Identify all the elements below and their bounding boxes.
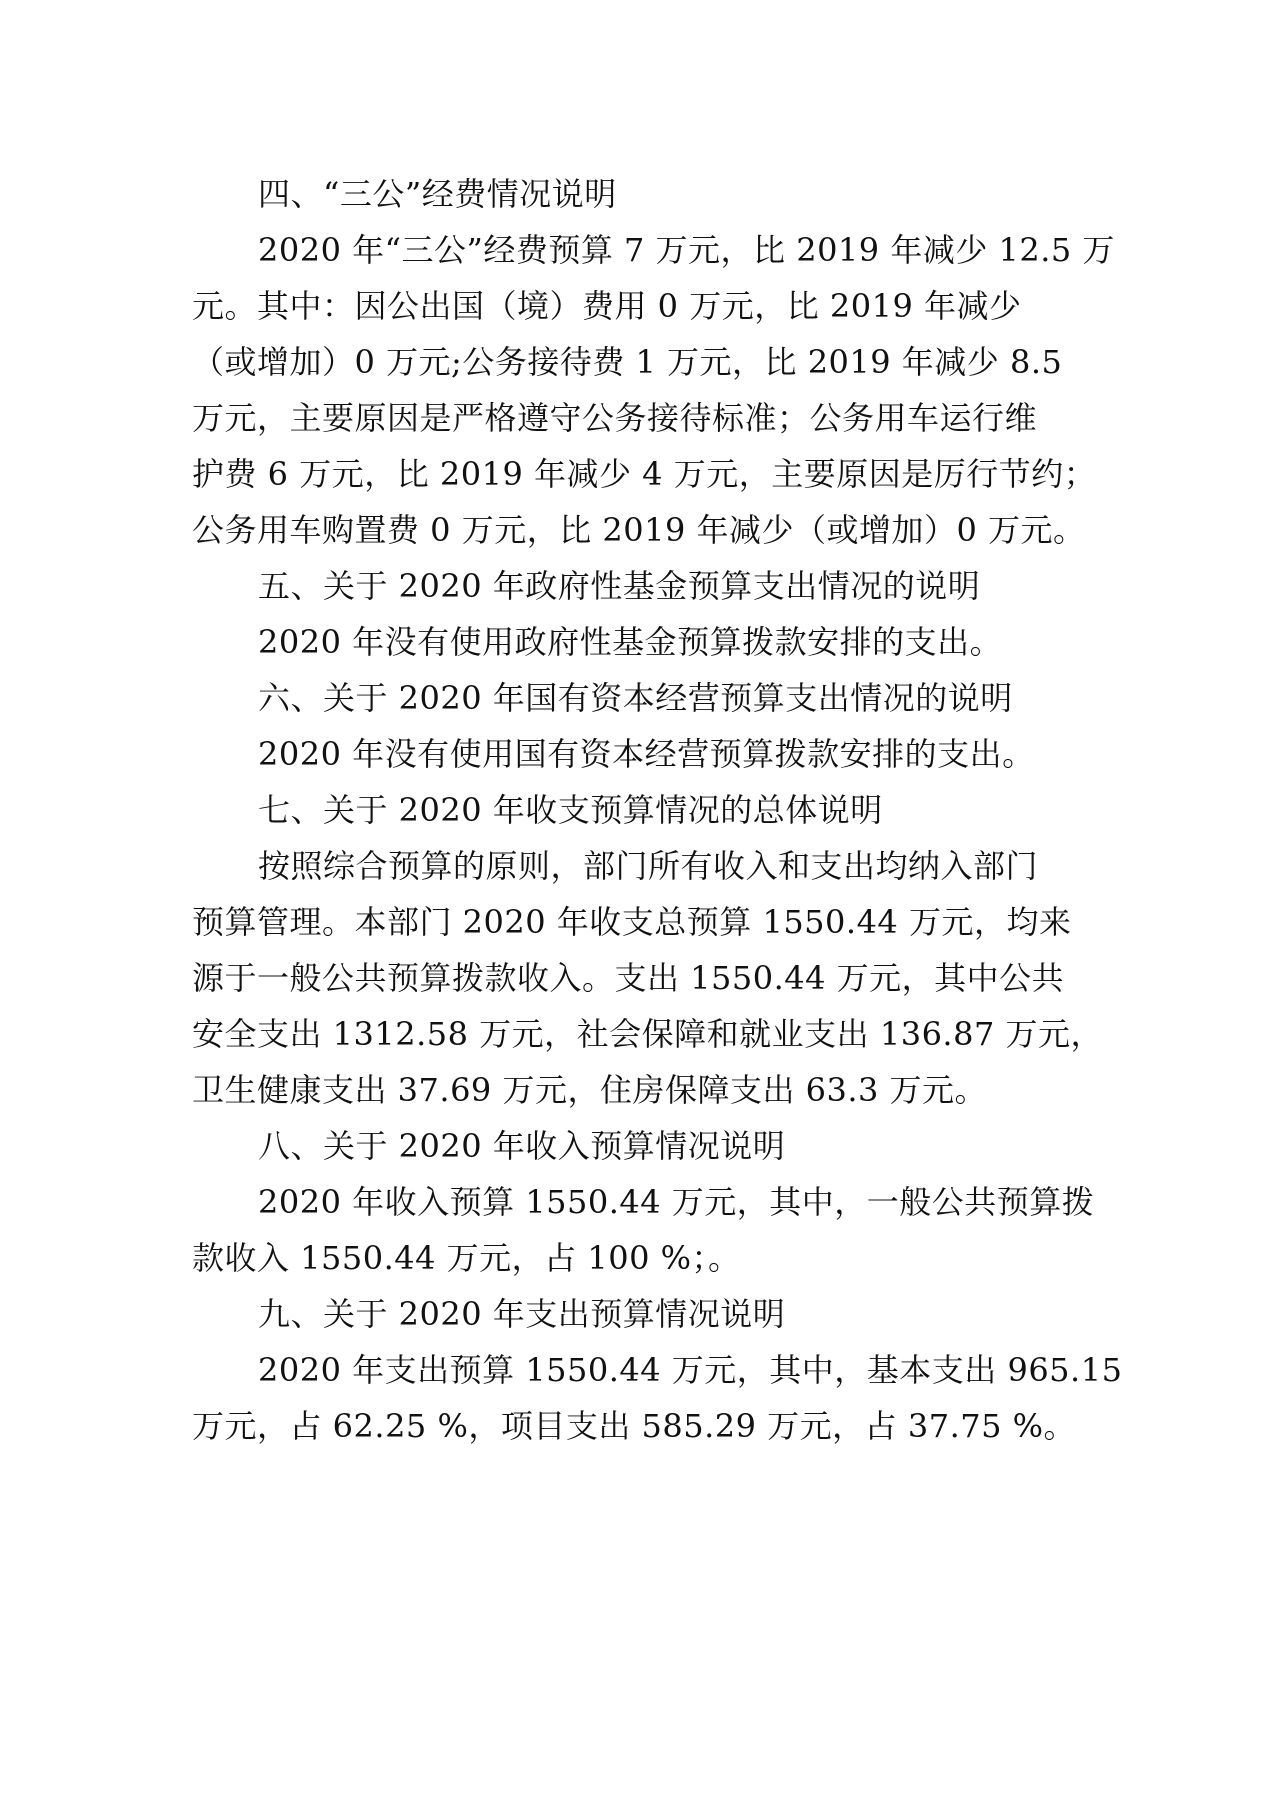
paragraph-line: 2020 年“三公”经费预算 7 万元，比 2019 年减少 12.5 万 <box>258 231 1115 269</box>
section-heading-six: 六、关于 2020 年国有资本经营预算支出情况的说明 <box>258 679 1013 717</box>
section-heading-seven: 七、关于 2020 年收支预算情况的总体说明 <box>258 791 883 829</box>
paragraph-line: 安全支出 1312.58 万元，社会保障和就业支出 136.87 万元， <box>192 1015 1103 1053</box>
paragraph-line: 护费 6 万元，比 2019 年减少 4 万元，主要原因是厉行节约； <box>192 455 1097 493</box>
section-heading-five: 五、关于 2020 年政府性基金预算支出情况的说明 <box>258 567 981 605</box>
paragraph-line: 按照综合预算的原则，部门所有收入和支出均纳入部门 <box>258 847 1039 885</box>
paragraph-line: 款收入 1550.44 万元，占 100 %；。 <box>192 1239 741 1277</box>
paragraph-line: 2020 年没有使用政府性基金预算拨款安排的支出。 <box>258 623 1003 661</box>
section-heading-eight: 八、关于 2020 年收入预算情况说明 <box>258 1127 786 1165</box>
paragraph-line: 万元，主要原因是严格遵守公务接待标准；公务用车运行维 <box>192 399 1038 437</box>
paragraph-line: 卫生健康支出 37.69 万元，住房保障支出 63.3 万元。 <box>192 1071 988 1109</box>
section-heading-nine: 九、关于 2020 年支出预算情况说明 <box>258 1295 786 1333</box>
paragraph-line: （或增加）0 万元;公务接待费 1 万元，比 2019 年减少 8.5 <box>192 343 1063 381</box>
paragraph-line: 2020 年没有使用国有资本经营预算拨款安排的支出。 <box>258 735 1035 773</box>
paragraph-line: 预算管理。本部门 2020 年收支总预算 1550.44 万元，均来 <box>192 903 1072 941</box>
paragraph-line: 元。其中：因公出国（境）费用 0 万元，比 2019 年减少 <box>192 287 1022 325</box>
paragraph-line: 2020 年收入预算 1550.44 万元，其中，一般公共预算拨 <box>258 1183 1095 1221</box>
paragraph-line: 万元，占 62.25 %，项目支出 585.29 万元，占 37.75 %。 <box>192 1407 1077 1445</box>
section-heading-four: 四、“三公”经费情况说明 <box>258 175 617 213</box>
paragraph-line: 公务用车购置费 0 万元，比 2019 年减少（或增加）0 万元。 <box>192 511 1086 549</box>
paragraph-line: 2020 年支出预算 1550.44 万元，其中，基本支出 965.15 <box>258 1351 1123 1389</box>
paragraph-line: 源于一般公共预算拨款收入。支出 1550.44 万元，其中公共 <box>192 959 1065 997</box>
